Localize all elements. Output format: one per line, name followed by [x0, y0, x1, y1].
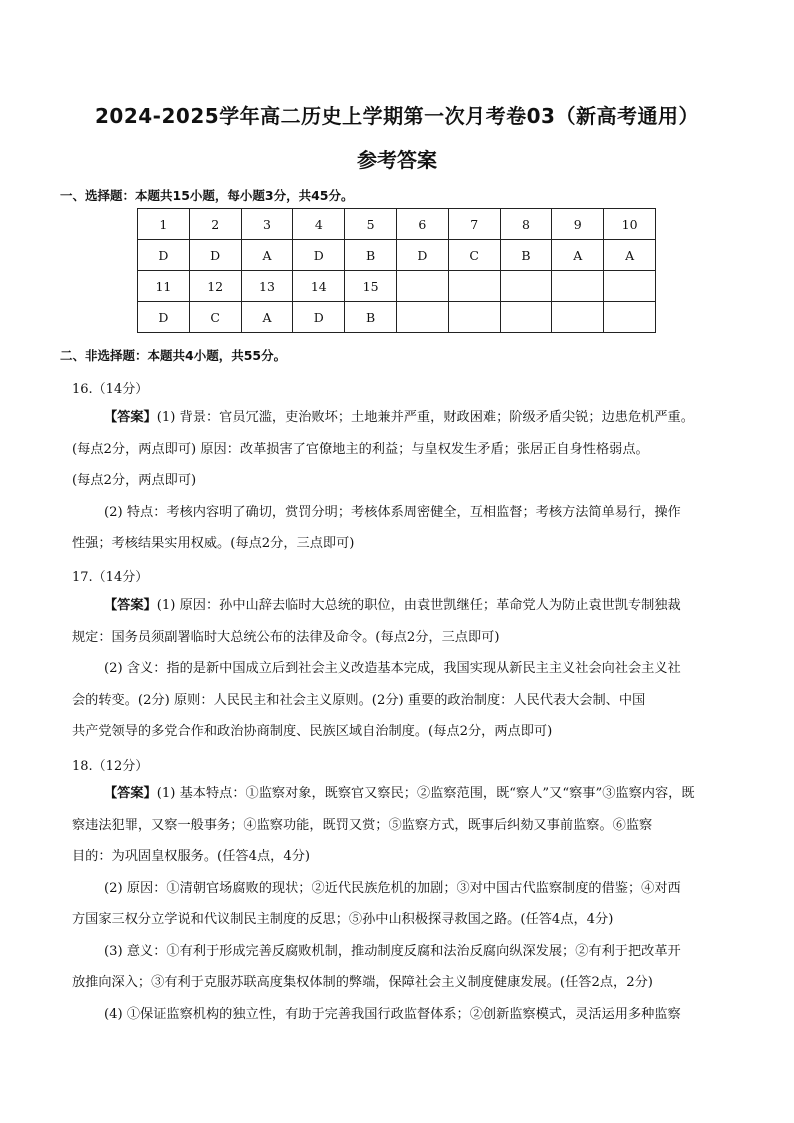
table-cell: D [138, 302, 190, 333]
table-cell: 3 [241, 209, 293, 240]
table-cell: A [241, 302, 293, 333]
answer-line: 目的：为巩固皇权服务。(任答4点，4分) [72, 849, 311, 864]
answer-tag: 【答案】 [104, 410, 157, 425]
table-cell: D [396, 240, 448, 271]
page-subtitle: 参考答案 [357, 148, 437, 172]
answer-line: (2) 含义：指的是新中国成立后到社会主义改造基本完成，我国实现从新民主主义社会向社会主义社 [104, 661, 681, 676]
question-16-heading: 16.（14分） [72, 382, 149, 397]
answer-text: (1) 原因：孙中山辞去临时大总统的职位，由袁世凯继任；革命党人为防止袁世凯专制独裁 [156, 598, 681, 613]
table-cell: 13 [241, 271, 293, 302]
table-cell: 2 [189, 209, 241, 240]
answer-line: 放推向深入；③有利于克服苏联高度集权体制的弊端，保障社会主义制度健康发展。(任答2点，2分) [72, 975, 653, 990]
section-non-choice-heading: 二、非选择题：本题共4小题，共55分。 [60, 348, 287, 363]
table-row-answers-1 [138, 240, 656, 271]
table-cell: 8 [500, 209, 552, 240]
table-cell [604, 302, 656, 333]
answer-line: 性强；考核结果实用权威。(每点2分，三点即可) [72, 536, 355, 551]
table-cell [396, 271, 448, 302]
table-cell: D [138, 240, 190, 271]
table-cell: B [500, 240, 552, 271]
table-cell: A [552, 240, 604, 271]
question-17-answer [72, 590, 740, 748]
table-cell: C [189, 302, 241, 333]
table-cell [500, 271, 552, 302]
answer-line [72, 402, 740, 434]
answer-line [72, 778, 740, 810]
question-17-heading: 17.（14分） [72, 570, 149, 585]
table-cell: 1 [138, 209, 190, 240]
table-cell [604, 271, 656, 302]
answer-line: 规定：国务员须副署临时大总统公布的法律及命令。(每点2分，三点即可) [72, 629, 500, 645]
table-cell: 7 [448, 209, 500, 240]
question-16-answer [72, 402, 740, 560]
answer-line: (2) 特点：考核内容明了确切，赏罚分明；考核体系周密健全，互相监督；考核方法简单易行，操作 [104, 504, 681, 520]
table-cell: 6 [396, 209, 448, 240]
table-cell: D [293, 240, 345, 271]
answer-tag: 【答案】 [104, 786, 157, 801]
table-cell: D [293, 302, 345, 333]
answer-line: (3) 意义：①有利于形成完善反腐败机制，推动制度反腐和法治反腐向纵深发展；②有利于把改革开 [104, 943, 681, 959]
table-cell [448, 302, 500, 333]
answer-line: (每点2分，两点即可) 原因：改革损害了官僚地主的利益；与皇权发生矛盾；张居正自身性格弱点。 [72, 441, 649, 457]
table-cell: 11 [138, 271, 190, 302]
answer-table [137, 208, 656, 333]
table-cell: A [241, 240, 293, 271]
table-cell: 12 [189, 271, 241, 302]
table-cell: A [604, 240, 656, 271]
question-18-answer [72, 778, 740, 1030]
answer-line: (2) 原因：①清朝官场腐败的现状；②近代民族危机的加剧；③对中国古代监察制度的借鉴；④对西 [104, 880, 681, 896]
table-cell: 4 [293, 209, 345, 240]
table-cell: 10 [604, 209, 656, 240]
answer-line: 会的转变。(2分) 原则：人民民主和社会主义原则。(2分) 重要的政治制度：人民代表大会制、中国 [72, 692, 646, 708]
table-cell: 14 [293, 271, 345, 302]
table-cell: 15 [345, 271, 397, 302]
answer-line: 方国家三权分立学说和代议制民主制度的反思；⑤孙中山积极探寻救国之路。(任答4点，4分) [72, 912, 614, 927]
table-cell: D [189, 240, 241, 271]
answer-line: (每点2分，两点即可) [72, 473, 197, 488]
page-title: 2024-2025学年高二历史上学期第一次月考卷03（新高考通用） [95, 104, 699, 128]
answer-text: (1) 背景：官员冗滥，吏治败坏；土地兼并严重，财政困难；阶级矛盾尖锐；边患危机严重。 [156, 410, 694, 425]
table-cell: 9 [552, 209, 604, 240]
table-cell: B [345, 302, 397, 333]
section-multiple-choice-heading: 一、选择题：本题共15小题，每小题3分，共45分。 [60, 188, 354, 203]
answer-tag: 【答案】 [104, 598, 157, 613]
table-cell: B [345, 240, 397, 271]
table-row-question-numbers-2 [138, 271, 656, 302]
table-row-question-numbers-1 [138, 209, 656, 240]
table-cell [448, 271, 500, 302]
table-cell: C [448, 240, 500, 271]
table-cell: 5 [345, 209, 397, 240]
answer-line: 共产党领导的多党合作和政治协商制度、民族区域自治制度。(每点2分，两点即可) [72, 724, 553, 739]
table-row-answers-2 [138, 302, 656, 333]
table-cell [500, 302, 552, 333]
answer-line: 察违法犯罪，又察一般事务；④监察功能，既罚又赏；⑤监察方式，既事后纠劾又事前监察。⑥监察 [72, 817, 653, 833]
answer-line: (4) ①保证监察机构的独立性，有助于完善我国行政监督体系；②创新监察模式，灵活运用多种监察 [104, 1006, 681, 1022]
table-cell [552, 271, 604, 302]
table-cell [396, 302, 448, 333]
answer-text: (1) 基本特点：①监察对象，既察官又察民；②监察范围，既“察人”又“察事”③监察内容，既 [156, 786, 695, 801]
question-18-heading: 18.（12分） [72, 759, 149, 774]
answer-line [72, 590, 740, 622]
table-cell [552, 302, 604, 333]
